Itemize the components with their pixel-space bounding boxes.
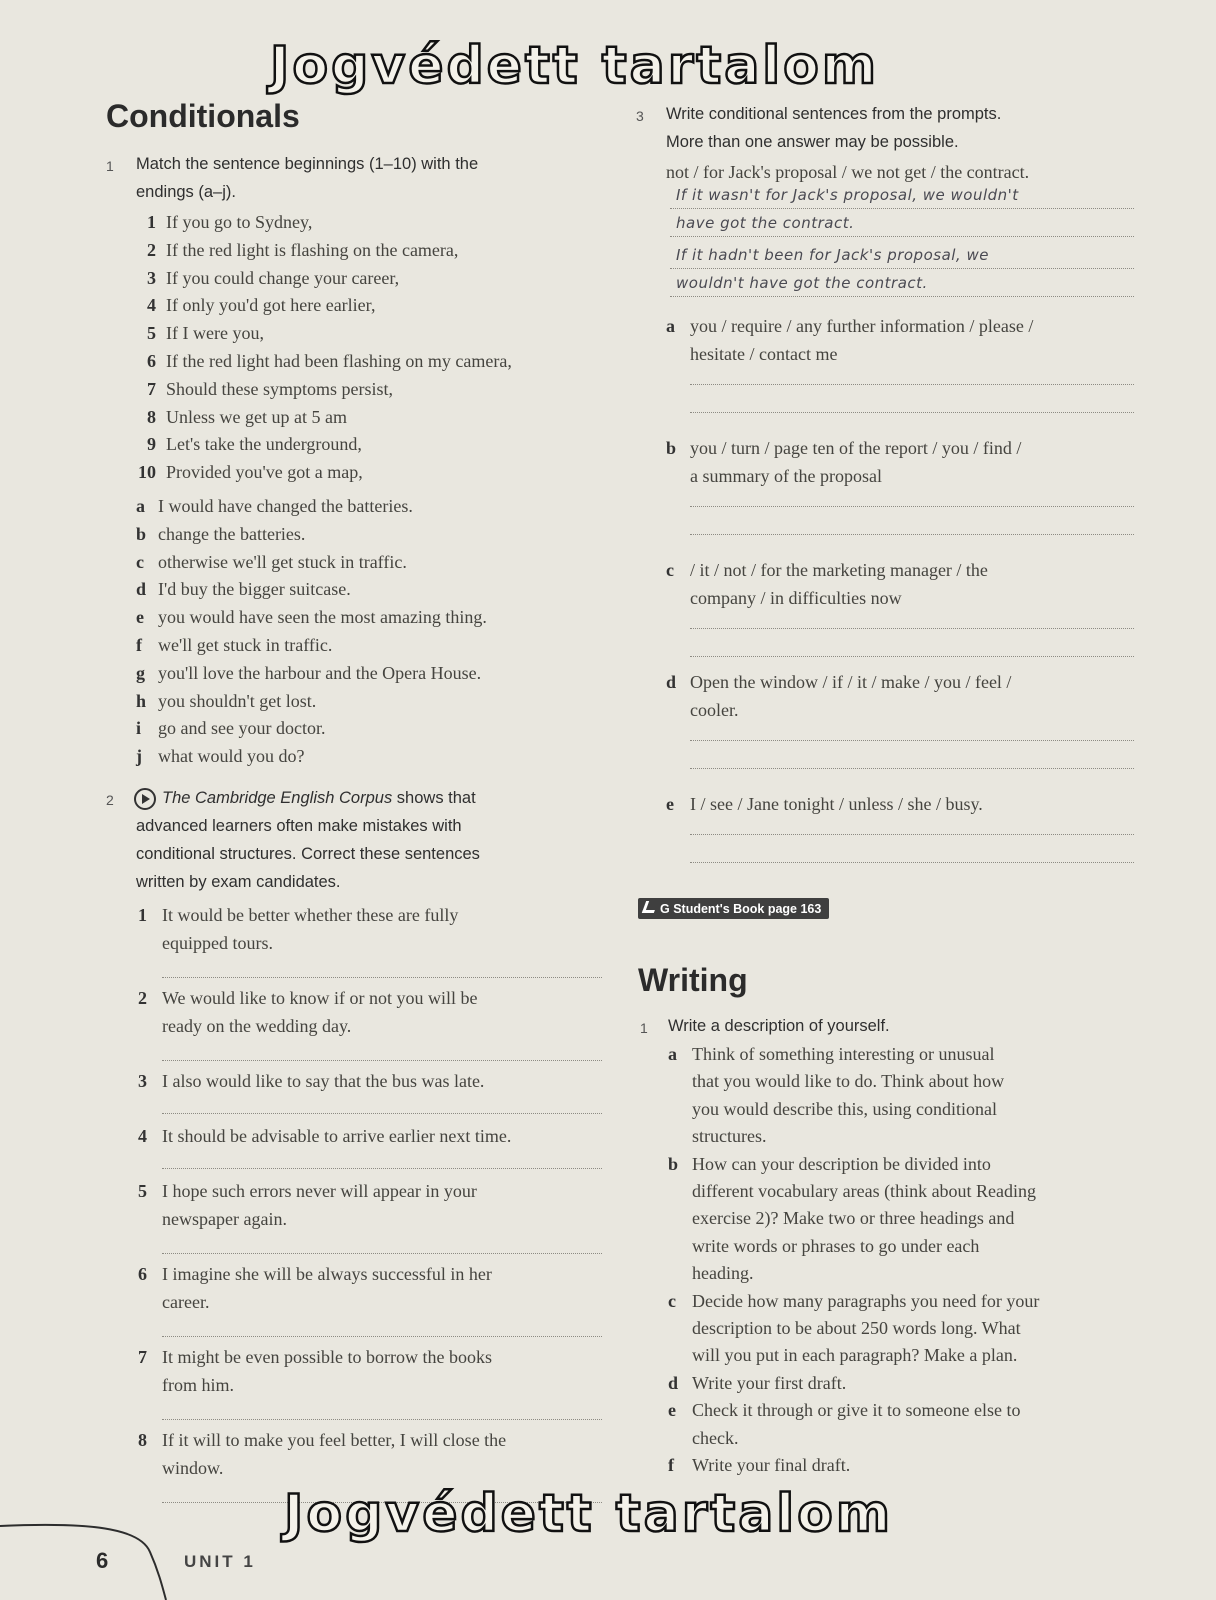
section-title-writing: Writing <box>638 962 748 998</box>
writing-step <box>668 1400 1020 1421</box>
item-text: you would have seen the most amazing thing. <box>158 607 487 628</box>
ending-item <box>136 691 316 712</box>
item-text: otherwise we'll get stuck in traffic. <box>158 551 407 572</box>
prompt-answer-line <box>690 534 1134 535</box>
ending-item <box>136 607 487 628</box>
item-number: 9 <box>147 434 156 455</box>
item-text: Unless we get up at 5 am <box>166 406 347 427</box>
item-text-line2: career. <box>162 1292 210 1312</box>
item-text-line1: / it / not / for the marketing manager / the <box>690 560 988 580</box>
exercise-2-instruction-line3: conditional structures. Correct these sentences <box>136 845 480 863</box>
item-letter: d <box>136 579 147 600</box>
item-text-cont: exercise 2)? Make two or three headings and <box>692 1208 1015 1229</box>
example-answer-line <box>670 236 1134 237</box>
item-number: 7 <box>147 378 156 399</box>
prompt-answer-line <box>690 768 1134 769</box>
item-letter: a <box>666 316 675 336</box>
example-answer-line <box>670 268 1134 269</box>
item-text: Provided you've got a map, <box>166 462 363 483</box>
example-prompt: not / for Jack's proposal / we not get / the contract. <box>666 162 1030 182</box>
correction-item <box>138 1126 511 1147</box>
item-number: 2 <box>147 239 156 260</box>
prompt-answer-line <box>690 834 1134 835</box>
handwritten-answer-line: have got the contract. <box>676 214 855 232</box>
item-number: 4 <box>138 1126 147 1146</box>
grammar-reference-text: G Student's Book page 163 <box>660 902 822 916</box>
page-number: 6 <box>96 1548 109 1573</box>
item-text: Write your final draft. <box>692 1455 851 1475</box>
correction-item <box>138 1181 477 1202</box>
prompt-answer-line <box>690 656 1134 657</box>
item-text: what would you do? <box>158 746 305 767</box>
item-letter: e <box>668 1400 676 1421</box>
item-letter: c <box>666 560 674 580</box>
example-answer-line <box>670 208 1134 209</box>
correction-item <box>138 1264 492 1285</box>
exercise-3-instruction-line1: Write conditional sentences from the prompts. <box>666 105 1002 123</box>
writing-step <box>668 1291 1039 1312</box>
beginning-item <box>138 212 312 233</box>
correction-item <box>138 1071 484 1092</box>
item-text: you'll love the harbour and the Opera House. <box>158 662 482 683</box>
exercise-3-number: 3 <box>636 108 644 124</box>
correction-item <box>138 988 478 1009</box>
item-text: If the red light is flashing on the camera, <box>166 239 459 260</box>
beginning-item <box>138 407 347 428</box>
beginning-item <box>138 462 363 483</box>
item-text-cont: write words or phrases to go under each <box>692 1235 980 1256</box>
prompt-item <box>666 438 1021 459</box>
exercise-1-number: 1 <box>106 158 114 174</box>
item-text-cont: you would describe this, using conditional <box>692 1098 997 1119</box>
item-text-cont: check. <box>692 1427 739 1448</box>
item-letter: a <box>668 1044 677 1064</box>
exercise-1-instruction-line2: endings (a–j). <box>136 183 236 201</box>
example-answer-line <box>670 296 1134 297</box>
item-text-line2: from him. <box>162 1375 234 1395</box>
item-text-line1: you / require / any further information / please / <box>690 316 1034 336</box>
item-letter: b <box>136 523 147 544</box>
beginning-item <box>138 379 393 400</box>
item-text: If you go to Sydney, <box>166 212 313 232</box>
beginning-item <box>138 268 399 289</box>
item-text: Let's take the underground, <box>166 434 362 455</box>
corpus-name: The Cambridge English Corpus <box>162 789 393 807</box>
item-text-cont: will you put in each paragraph? Make a plan. <box>692 1345 1018 1366</box>
unit-label: UNIT 1 <box>184 1552 256 1571</box>
correction-answer-line <box>162 1060 602 1061</box>
exercise-1-instruction-line1: Match the sentence beginnings (1–10) with the <box>136 155 479 173</box>
item-text: If the red light had been flashing on my camera, <box>166 351 512 371</box>
item-letter: i <box>136 718 142 739</box>
grammar-reference-badge[interactable] <box>638 898 829 919</box>
item-letter: b <box>666 438 677 458</box>
ending-item <box>136 746 304 767</box>
ending-item <box>136 552 407 573</box>
writing-step <box>668 1044 994 1065</box>
item-number: 1 <box>138 905 147 925</box>
handwritten-answer-line: wouldn't have got the contract. <box>676 274 928 292</box>
item-text-line2: window. <box>162 1458 224 1478</box>
correction-answer-line <box>162 977 602 978</box>
item-text-line2: hesitate / contact me <box>690 344 838 364</box>
item-text-line2: ready on the wedding day. <box>162 1016 352 1036</box>
beginning-item <box>138 351 512 372</box>
item-number: 1 <box>147 212 156 232</box>
correction-item <box>138 1347 492 1368</box>
beginning-item <box>138 434 362 455</box>
item-text-line2: a summary of the proposal <box>690 466 882 486</box>
correction-answer-line <box>162 1419 602 1420</box>
item-text: Write your first draft. <box>692 1372 847 1393</box>
correction-answer-line <box>162 1253 602 1254</box>
prompt-answer-line <box>690 384 1134 385</box>
item-letter: c <box>136 551 144 572</box>
exercise-2-instruction-line2: advanced learners often make mistakes with <box>136 817 462 835</box>
item-number: 4 <box>147 295 156 316</box>
item-text-line1: I also would like to say that the bus was late. <box>162 1071 485 1091</box>
item-number: 3 <box>147 267 156 288</box>
item-text-line2: newspaper again. <box>162 1209 287 1229</box>
item-text-line1: Open the window / if / it / make / you / feel / <box>690 672 1012 692</box>
item-letter: h <box>136 690 147 711</box>
item-text-line2: equipped tours. <box>162 933 273 953</box>
item-text-line1: If it will to make you feel better, I will close the <box>162 1430 507 1450</box>
prompt-answer-line <box>690 740 1134 741</box>
prompt-answer-line <box>690 412 1134 413</box>
exercise-2-number: 2 <box>106 792 114 808</box>
watermark-top: Jogvédett tartalom <box>270 36 880 96</box>
item-number: 5 <box>138 1181 147 1201</box>
item-text: If I were you, <box>166 323 264 344</box>
prompt-answer-line <box>690 506 1134 507</box>
item-letter: b <box>668 1153 679 1174</box>
item-number: 2 <box>138 988 147 1008</box>
writing-step <box>668 1373 846 1394</box>
writing-step <box>668 1455 850 1476</box>
ending-item <box>136 718 325 739</box>
item-letter: c <box>668 1290 676 1311</box>
item-letter: e <box>136 607 144 628</box>
handwritten-answer-line: If it hadn't been for Jack's proposal, we <box>676 246 989 264</box>
item-number: 7 <box>138 1347 147 1367</box>
correction-answer-line <box>162 1168 602 1169</box>
item-text: Should these symptoms persist, <box>166 378 394 399</box>
item-text-line1: I / see / Jane tonight / unless / she / busy. <box>690 794 983 814</box>
ending-item <box>136 579 351 600</box>
item-text-cont: that you would like to do. Think about how <box>692 1071 1005 1092</box>
item-text: How can your description be divided into <box>692 1153 991 1174</box>
item-letter: f <box>136 635 142 655</box>
item-number: 6 <box>138 1264 147 1284</box>
handwritten-answer-line: If it wasn't for Jack's proposal, we wouldn't <box>676 186 1019 204</box>
ending-item <box>136 524 305 545</box>
item-number: 10 <box>138 462 156 483</box>
item-letter: a <box>136 496 145 516</box>
item-text: change the batteries. <box>158 523 306 544</box>
item-text: I'd buy the bigger suitcase. <box>158 579 351 600</box>
writing-1-number: 1 <box>640 1020 648 1036</box>
prompt-answer-line <box>690 628 1134 629</box>
item-text-line2: cooler. <box>690 700 739 720</box>
item-letter: d <box>666 672 677 692</box>
item-text: Think of something interesting or unusual <box>692 1044 995 1064</box>
item-text-cont: description to be about 250 words long. What <box>692 1318 1021 1338</box>
arrow-icon <box>642 901 658 913</box>
item-text-line1: We would like to know if or not you will be <box>162 988 478 1008</box>
item-text: we'll get stuck in traffic. <box>158 635 333 655</box>
writing-1-instruction: Write a description of yourself. <box>668 1017 890 1035</box>
item-text: Check it through or give it to someone else to <box>692 1400 1021 1421</box>
watermark-bottom: Jogvédett tartalom <box>284 1484 894 1544</box>
item-letter: f <box>668 1455 674 1475</box>
item-text-line2: company / in difficulties now <box>690 588 902 608</box>
item-letter: g <box>136 662 145 683</box>
item-text-line1: you / turn / page ten of the report / you / find / <box>690 438 1022 458</box>
item-letter: j <box>136 746 142 767</box>
item-text-line1: It might be even possible to borrow the books <box>162 1347 492 1367</box>
ending-item <box>136 635 332 656</box>
item-text-line1: I imagine she will be always successful in her <box>162 1264 492 1284</box>
writing-step <box>668 1154 991 1175</box>
exercise-2-instruction-rest: shows that <box>396 789 476 807</box>
beginning-item <box>138 323 264 344</box>
item-number: 3 <box>138 1071 147 1091</box>
item-number: 8 <box>138 1430 147 1450</box>
item-text: go and see your doctor. <box>158 718 326 739</box>
prompt-item <box>666 672 1011 693</box>
item-text-cont: structures. <box>692 1126 767 1147</box>
item-number: 5 <box>147 323 156 344</box>
item-text: you shouldn't get lost. <box>158 690 317 711</box>
corpus-icon <box>134 788 156 810</box>
item-text-line1: It should be advisable to arrive earlier next time. <box>162 1126 512 1146</box>
exercise-2-instruction-line1 <box>162 784 476 812</box>
ending-item <box>136 496 413 517</box>
item-text-cont: heading. <box>692 1263 754 1284</box>
item-text: If you could change your career, <box>166 267 400 288</box>
item-text: I would have changed the batteries. <box>158 496 413 516</box>
section-title-conditionals: Conditionals <box>106 98 300 134</box>
item-letter: e <box>666 794 674 814</box>
item-text-line1: It would be better whether these are fully <box>162 905 459 925</box>
prompt-item <box>666 560 988 581</box>
prompt-answer-line <box>690 862 1134 863</box>
exercise-2-instruction-line4: written by exam candidates. <box>136 873 341 891</box>
correction-answer-line <box>162 1113 602 1114</box>
correction-answer-line <box>162 1336 602 1337</box>
prompt-item <box>666 316 1033 337</box>
item-text: Decide how many paragraphs you need for your <box>692 1290 1040 1311</box>
beginning-item <box>138 240 458 261</box>
item-text-cont: different vocabulary areas (think about Reading <box>692 1181 1037 1201</box>
item-number: 6 <box>147 351 156 371</box>
ending-item <box>136 663 481 684</box>
correction-item <box>138 905 458 926</box>
item-letter: d <box>668 1372 679 1393</box>
correction-item <box>138 1430 506 1451</box>
footer-curve <box>0 1510 180 1600</box>
beginning-item <box>138 295 375 316</box>
item-text-line1: I hope such errors never will appear in your <box>162 1181 477 1201</box>
item-text: If only you'd got here earlier, <box>166 295 376 316</box>
prompt-item <box>666 794 983 815</box>
item-number: 8 <box>147 406 156 427</box>
exercise-3-instruction-line2: More than one answer may be possible. <box>666 133 959 151</box>
